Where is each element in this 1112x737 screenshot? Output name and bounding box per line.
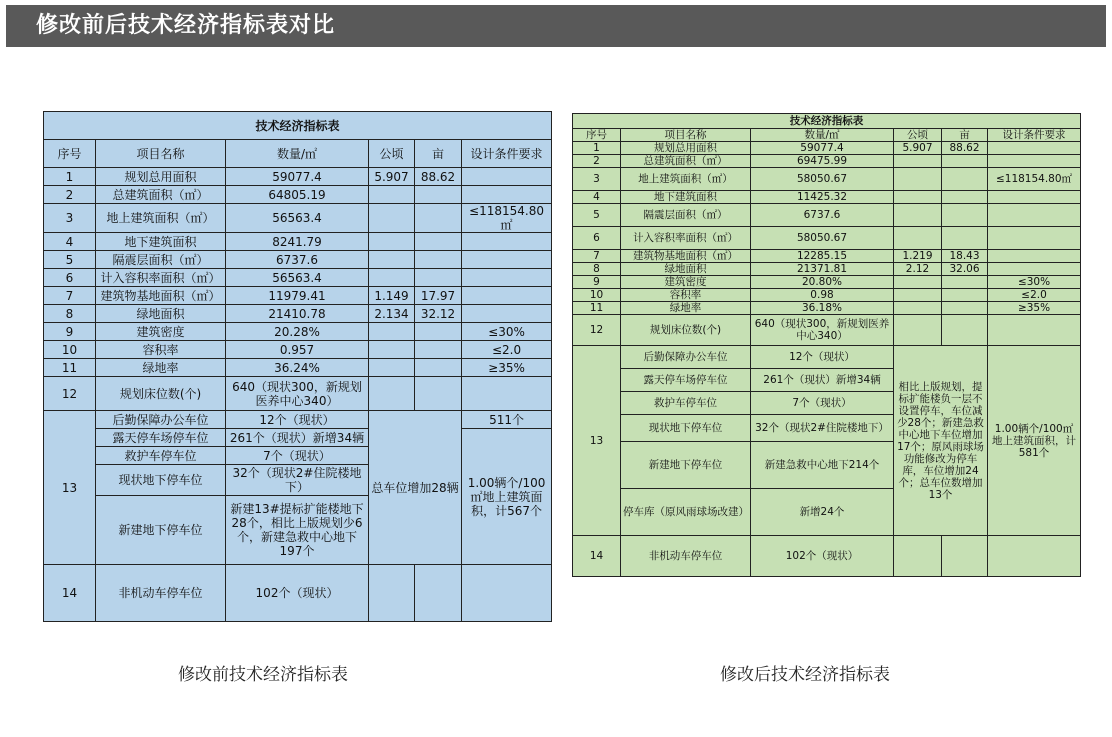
table-cell — [369, 377, 415, 411]
parking-note-cell: 总车位增加28辆 — [369, 411, 462, 565]
table-cell — [894, 315, 942, 346]
table-cell: 露天停车场停车位 — [621, 369, 751, 392]
table-cell: 建筑密度 — [96, 323, 226, 341]
table-cell — [894, 536, 942, 577]
table-cell — [894, 191, 942, 204]
right-table-caption: 修改后技术经济指标表 — [720, 665, 890, 685]
table-cell — [415, 323, 462, 341]
table-cell — [415, 186, 462, 204]
table-cell: ≤118154.80㎡ — [988, 168, 1081, 191]
table-cell: 新建13#提标扩能楼地下28个，相比上版规划少6个，新建急救中心地下197个 — [226, 496, 369, 565]
table-cell: 1 — [573, 142, 621, 155]
table-cell: 11425.32 — [751, 191, 894, 204]
table-row — [44, 305, 552, 323]
table-cell: 5 — [573, 204, 621, 227]
table-row — [573, 536, 1081, 577]
table-cell — [415, 204, 462, 233]
table-cell: 计入容积率面积（㎡） — [96, 269, 226, 287]
table-cell: 2 — [44, 186, 96, 204]
header-cell: 公顷 — [369, 140, 415, 168]
table-cell — [988, 536, 1081, 577]
table-cell: 地上建筑面积（㎡） — [621, 168, 751, 191]
table-cell: 11 — [573, 302, 621, 315]
table-cell: 新建地下停车位 — [96, 496, 226, 565]
table-cell: 绿地面积 — [96, 305, 226, 323]
header-cell: 序号 — [573, 129, 621, 142]
table-row — [44, 287, 552, 305]
header-cell: 项目名称 — [621, 129, 751, 142]
table-cell: 5.907 — [369, 168, 415, 186]
left-table-body — [44, 112, 552, 622]
header-cell: 数量/㎡ — [751, 129, 894, 142]
table-cell: 32.06 — [942, 263, 988, 276]
table-cell: 8241.79 — [226, 233, 369, 251]
table-cell: 建筑物基地面积（㎡） — [96, 287, 226, 305]
table-cell: 非机动车停车位 — [96, 565, 226, 622]
table-cell: 7 — [44, 287, 96, 305]
table-cell: 32.12 — [415, 305, 462, 323]
header-cell: 数量/㎡ — [226, 140, 369, 168]
table-row — [44, 323, 552, 341]
table-cell: 绿地率 — [96, 359, 226, 377]
table-cell: 56563.4 — [226, 269, 369, 287]
table-cell — [942, 227, 988, 250]
table-cell — [894, 302, 942, 315]
table-cell — [942, 276, 988, 289]
table-cell: 5 — [44, 251, 96, 269]
table-cell — [369, 341, 415, 359]
right-table-body — [573, 114, 1081, 577]
table-cell: 9 — [44, 323, 96, 341]
table-cell: 建筑物基地面积（㎡） — [621, 250, 751, 263]
table-cell: 12 — [44, 377, 96, 411]
table-cell: 总建筑面积（㎡） — [621, 155, 751, 168]
table-cell: 36.18% — [751, 302, 894, 315]
right-indicator-table — [572, 113, 1081, 577]
header-cell: 亩 — [942, 129, 988, 142]
table-cell: 6 — [44, 269, 96, 287]
table-cell — [942, 191, 988, 204]
table-cell: 停车库（原风雨球场改建） — [621, 489, 751, 536]
table-cell: 规划床位数(个) — [96, 377, 226, 411]
table-cell: 后勤保障办公车位 — [621, 346, 751, 369]
table-cell — [988, 191, 1081, 204]
table-cell: 10 — [573, 289, 621, 302]
table-cell — [894, 289, 942, 302]
table-cell: 20.28% — [226, 323, 369, 341]
table-cell: 0.98 — [751, 289, 894, 302]
table-cell: 8 — [44, 305, 96, 323]
table-cell — [369, 359, 415, 377]
header-cell: 设计条件要求 — [462, 140, 552, 168]
table-cell: 2.12 — [894, 263, 942, 276]
header-cell: 公顷 — [894, 129, 942, 142]
table-cell: 2 — [573, 155, 621, 168]
table-cell: 非机动车停车位 — [621, 536, 751, 577]
table-cell — [369, 204, 415, 233]
table-cell — [988, 142, 1081, 155]
table-row — [44, 565, 552, 622]
table-cell — [942, 289, 988, 302]
table-cell — [942, 168, 988, 191]
table-cell: ≥35% — [988, 302, 1081, 315]
header-cell: 项目名称 — [96, 140, 226, 168]
table-cell — [894, 155, 942, 168]
table-cell: ≥35% — [462, 359, 552, 377]
table-row — [573, 346, 1081, 369]
table-row — [44, 411, 552, 429]
table-cell: 2.134 — [369, 305, 415, 323]
table-cell: 救护车停车位 — [621, 392, 751, 415]
table-cell: 7个（现状） — [226, 447, 369, 465]
table-cell: 计入容积率面积（㎡） — [621, 227, 751, 250]
table-cell — [415, 251, 462, 269]
table-cell: 261个（现状）新增34辆 — [751, 369, 894, 392]
table-row — [573, 227, 1081, 250]
table-cell: 88.62 — [415, 168, 462, 186]
table-cell: 14 — [44, 565, 96, 622]
table-cell: 隔震层面积（㎡） — [621, 204, 751, 227]
header-cell: 序号 — [44, 140, 96, 168]
left-table-caption: 修改前技术经济指标表 — [178, 665, 348, 685]
table-cell — [462, 287, 552, 305]
table-cell: 8 — [573, 263, 621, 276]
table-cell — [988, 315, 1081, 346]
table-cell — [894, 227, 942, 250]
table-cell: 13 — [44, 411, 96, 565]
table-row — [44, 359, 552, 377]
table-title: 技术经济指标表 — [44, 112, 552, 140]
table-cell — [369, 323, 415, 341]
table-cell: 新增24个 — [751, 489, 894, 536]
table-cell — [415, 359, 462, 377]
table-row — [573, 191, 1081, 204]
table-cell: 容积率 — [621, 289, 751, 302]
table-cell: 10 — [44, 341, 96, 359]
table-cell — [415, 341, 462, 359]
table-row — [44, 168, 552, 186]
table-row — [44, 186, 552, 204]
table-cell: 13 — [573, 346, 621, 536]
table-cell: 102个（现状） — [751, 536, 894, 577]
table-cell: ≤30% — [988, 276, 1081, 289]
table-row — [573, 263, 1081, 276]
table-cell: 后勤保障办公车位 — [96, 411, 226, 429]
table-cell — [894, 276, 942, 289]
table-cell: 露天停车场停车位 — [96, 429, 226, 447]
table-cell: 建筑密度 — [621, 276, 751, 289]
table-cell — [942, 536, 988, 577]
table-cell — [988, 204, 1081, 227]
left-indicator-table — [43, 111, 552, 622]
table-cell — [415, 269, 462, 287]
table-row — [573, 168, 1081, 191]
table-cell — [462, 269, 552, 287]
parking-note-cell: 相比上版规划，提标扩能楼负一层不设置停车，车位减少28个；新建急救中心地下车位增加17个；原风雨球场功能修改为停车库，车位增加24个；总车位数增加13个 — [894, 346, 988, 536]
table-cell: 总建筑面积（㎡） — [96, 186, 226, 204]
table-row — [44, 341, 552, 359]
table-cell: 0.957 — [226, 341, 369, 359]
table-cell: 6 — [573, 227, 621, 250]
table-cell: 32个（现状2#住院楼地下） — [226, 465, 369, 496]
table-cell — [369, 233, 415, 251]
table-row — [44, 429, 552, 447]
table-cell: 4 — [573, 191, 621, 204]
table-row — [573, 315, 1081, 346]
table-cell — [942, 315, 988, 346]
header-cell: 设计条件要求 — [988, 129, 1081, 142]
table-cell: 640（现状300，新规划医养中心340） — [751, 315, 894, 346]
table-cell: 69475.99 — [751, 155, 894, 168]
table-cell: 18.43 — [942, 250, 988, 263]
table-cell — [415, 233, 462, 251]
table-cell — [369, 186, 415, 204]
table-cell — [942, 204, 988, 227]
table-cell: 现状地下停车位 — [96, 465, 226, 496]
table-row — [573, 276, 1081, 289]
table-cell: 9 — [573, 276, 621, 289]
table-cell — [462, 251, 552, 269]
table-cell: 地上建筑面积（㎡） — [96, 204, 226, 233]
table-cell: 7个（现状） — [751, 392, 894, 415]
table-cell — [462, 305, 552, 323]
table-cell: 511个 — [462, 411, 552, 429]
table-cell: 59077.4 — [226, 168, 369, 186]
table-title: 技术经济指标表 — [573, 114, 1081, 129]
table-cell — [462, 565, 552, 622]
table-cell: 261个（现状）新增34辆 — [226, 429, 369, 447]
table-cell: 隔震层面积（㎡） — [96, 251, 226, 269]
header-banner — [6, 5, 1106, 47]
table-row — [573, 250, 1081, 263]
table-cell: 7 — [573, 250, 621, 263]
table-cell: 3 — [44, 204, 96, 233]
table-cell: 新建地下停车位 — [621, 442, 751, 489]
table-cell — [894, 168, 942, 191]
table-cell — [942, 302, 988, 315]
table-cell: 6737.6 — [751, 204, 894, 227]
table-cell: 58050.67 — [751, 168, 894, 191]
table-cell: ≤118154.80㎡ — [462, 204, 552, 233]
table-row — [573, 302, 1081, 315]
table-cell — [462, 377, 552, 411]
table-cell: 12个（现状） — [226, 411, 369, 429]
page-title: 修改前后技术经济指标表对比 — [36, 13, 336, 38]
table-cell — [988, 227, 1081, 250]
table-cell: 21371.81 — [751, 263, 894, 276]
table-cell: 1.219 — [894, 250, 942, 263]
table-cell: 容积率 — [96, 341, 226, 359]
table-cell: 1.149 — [369, 287, 415, 305]
table-cell: 12 — [573, 315, 621, 346]
table-cell — [462, 168, 552, 186]
table-cell: 640（现状300，新规划医养中心340） — [226, 377, 369, 411]
table-cell: 14 — [573, 536, 621, 577]
table-cell: 102个（现状） — [226, 565, 369, 622]
table-row — [573, 204, 1081, 227]
table-cell: 58050.67 — [751, 227, 894, 250]
table-cell: 4 — [44, 233, 96, 251]
table-row — [44, 251, 552, 269]
table-cell: 32个（现状2#住院楼地下） — [751, 415, 894, 442]
table-cell: 36.24% — [226, 359, 369, 377]
table-row — [573, 155, 1081, 168]
table-cell: 64805.19 — [226, 186, 369, 204]
parking-requirement-cell: 1.00辆个/100㎡地上建筑面积，计581个 — [988, 346, 1081, 536]
table-row — [44, 269, 552, 287]
table-cell: ≤30% — [462, 323, 552, 341]
table-cell: 17.97 — [415, 287, 462, 305]
table-cell: 规划床位数(个) — [621, 315, 751, 346]
table-cell: 救护车停车位 — [96, 447, 226, 465]
table-cell: 11979.41 — [226, 287, 369, 305]
table-cell — [415, 377, 462, 411]
table-cell: 规划总用面积 — [621, 142, 751, 155]
table-row — [44, 233, 552, 251]
table-cell — [369, 251, 415, 269]
header-cell: 亩 — [415, 140, 462, 168]
table-cell: 新建急救中心地下214个 — [751, 442, 894, 489]
table-cell: 12个（现状） — [751, 346, 894, 369]
table-cell: 6737.6 — [226, 251, 369, 269]
table-cell — [894, 204, 942, 227]
table-cell — [942, 155, 988, 168]
table-cell — [415, 565, 462, 622]
table-cell: 绿地面积 — [621, 263, 751, 276]
table-cell: 21410.78 — [226, 305, 369, 323]
table-cell: 5.907 — [894, 142, 942, 155]
table-cell — [988, 155, 1081, 168]
table-cell: 20.80% — [751, 276, 894, 289]
table-cell: 3 — [573, 168, 621, 191]
table-cell: 规划总用面积 — [96, 168, 226, 186]
table-cell: 56563.4 — [226, 204, 369, 233]
table-cell: 现状地下停车位 — [621, 415, 751, 442]
table-cell — [462, 186, 552, 204]
table-cell: 59077.4 — [751, 142, 894, 155]
table-cell — [369, 269, 415, 287]
table-cell: 绿地率 — [621, 302, 751, 315]
table-row — [573, 289, 1081, 302]
table-cell: 88.62 — [942, 142, 988, 155]
table-cell — [369, 565, 415, 622]
table-cell: ≤2.0 — [988, 289, 1081, 302]
table-cell — [462, 233, 552, 251]
table-cell: ≤2.0 — [462, 341, 552, 359]
table-cell — [988, 250, 1081, 263]
table-row — [44, 377, 552, 411]
table-cell: 11 — [44, 359, 96, 377]
table-cell: 12285.15 — [751, 250, 894, 263]
table-cell — [988, 263, 1081, 276]
table-cell: 1 — [44, 168, 96, 186]
table-row — [573, 142, 1081, 155]
table-cell: 地下建筑面积 — [96, 233, 226, 251]
table-row — [44, 204, 552, 233]
table-cell: 地下建筑面积 — [621, 191, 751, 204]
parking-requirement-cell: 1.00辆个/100㎡地上建筑面积，计567个 — [462, 429, 552, 565]
